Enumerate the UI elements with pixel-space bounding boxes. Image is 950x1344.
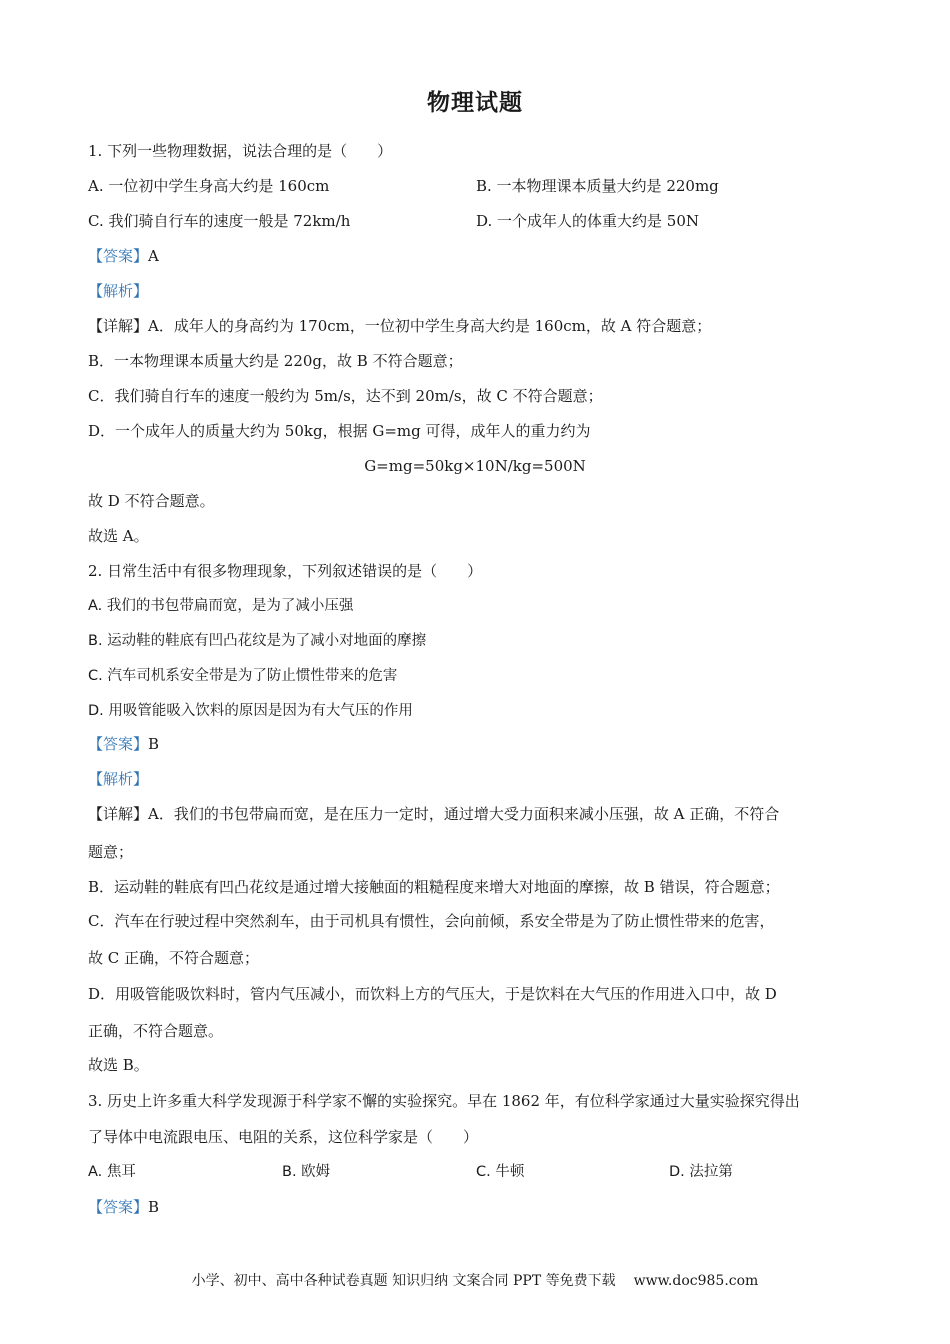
q2-detail-7: 正确，不符合题意。	[88, 1022, 224, 1040]
q1-answer	[88, 246, 159, 266]
q2-detail-3: B．运动鞋的鞋底有凹凸花纹是通过增大接触面的粗糙程度来增大对地面的摩擦，故 B 错误，符合题意；	[88, 878, 780, 896]
q1-conclusion: 故 D 不符合题意。	[88, 492, 215, 510]
q2-detail-1: 【详解】A．我们的书包带扁而宽，是在压力一定时，通过增大受力面积来减小压强，故 A 正确，不符合	[88, 805, 780, 823]
q2-choice: 故选 B。	[88, 1056, 149, 1074]
answer-value: A	[148, 247, 159, 265]
q3-option-c: C. 牛顿	[476, 1164, 525, 1180]
q3-option-a: A. 焦耳	[88, 1164, 136, 1180]
q2-option-b: B. 运动鞋的鞋底有凹凸花纹是为了减小对地面的摩擦	[88, 633, 427, 649]
q1-option-b: B. 一本物理课本质量大约是 220mg	[476, 177, 719, 195]
q1-option-c: C. 我们骑自行车的速度一般是 72km/h	[88, 212, 351, 230]
q2-option-a: A. 我们的书包带扁而宽，是为了减小压强	[88, 598, 354, 614]
q2-answer	[88, 734, 159, 754]
footer-link[interactable]: www.doc985.com	[633, 1273, 759, 1289]
answer-tag: 【答案】	[88, 247, 149, 265]
page-footer	[0, 1270, 950, 1290]
q2-stem: 2. 日常生活中有很多物理现象，下列叙述错误的是（ ）	[88, 562, 483, 580]
q2-detail-4: C．汽车在行驶过程中突然刹车，由于司机具有惯性，会向前倾，系安全带是为了防止惯性带来的危害，	[88, 912, 775, 930]
q1-stem: 1. 下列一些物理数据，说法合理的是（ ）	[88, 142, 393, 160]
page-title: 物理试题	[427, 90, 523, 116]
answer-tag: 【答案】	[88, 735, 149, 753]
q3-answer	[88, 1197, 159, 1217]
answer-value: B	[148, 735, 160, 753]
q1-option-d: D. 一个成年人的体重大约是 50N	[476, 212, 700, 230]
answer-tag: 【答案】	[88, 1198, 149, 1216]
q3-stem-line-1: 3. 历史上许多重大科学发现源于科学家不懈的实验探究。早在 1862 年，有位科学家通过大量实验探究得出	[88, 1092, 800, 1110]
q1-detail-b: B．一本物理课本质量大约是 220g，故 B 不符合题意；	[88, 352, 463, 370]
q3-option-d: D. 法拉第	[669, 1164, 733, 1180]
footer-text: 小学、初中、高中各种试卷真题 知识归纳 文案合同 PPT 等免费下载	[191, 1273, 616, 1289]
q2-detail-6: D．用吸管能吸饮料时，管内气压减小，而饮料上方的气压大，于是饮料在大气压的作用进入口中，故 D	[88, 985, 777, 1003]
q2-option-c: C. 汽车司机系安全带是为了防止惯性带来的危害	[88, 668, 398, 684]
q3-stem-line-2: 了导体中电流跟电压、电阻的关系，这位科学家是（ ）	[88, 1128, 479, 1146]
q2-detail-5: 故 C 正确，不符合题意；	[88, 949, 260, 967]
q1-analysis-tag: 【解析】	[88, 282, 149, 300]
q2-analysis-tag: 【解析】	[88, 770, 149, 788]
q1-detail-c: C．我们骑自行车的速度一般约为 5m/s，达不到 20m/s，故 C 不符合题意；	[88, 387, 603, 405]
q1-option-a: A. 一位初中学生身高大约是 160cm	[88, 177, 330, 195]
q3-option-b: B. 欧姆	[282, 1164, 331, 1180]
q1-detail-a: 【详解】A．成年人的身高约为 170cm，一位初中学生身高大约是 160cm，故 A 符合题意；	[88, 317, 712, 335]
answer-value: B	[148, 1198, 160, 1216]
q1-formula: G=mg=50kg×10N/kg=500N	[364, 457, 586, 475]
q2-detail-2: 题意；	[88, 843, 134, 861]
q1-choice: 故选 A。	[88, 527, 149, 545]
q1-detail-d: D．一个成年人的质量大约为 50kg，根据 G=mg 可得，成年人的重力约为	[88, 422, 591, 440]
q2-option-d: D. 用吸管能吸入饮料的原因是因为有大气压的作用	[88, 703, 413, 719]
